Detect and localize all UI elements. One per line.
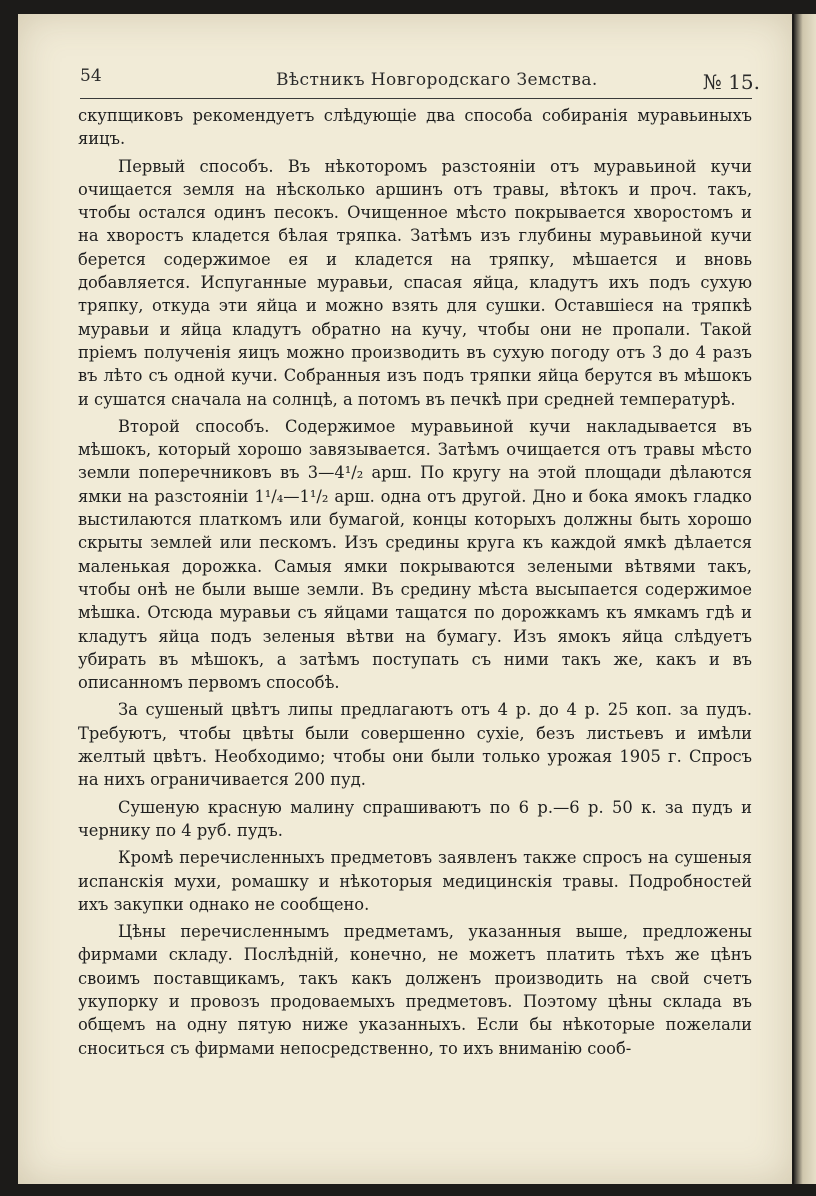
paragraph-other-demand: Кромѣ перечисленныхъ предметовъ заявленъ также спросъ на сушеныя испанскія мухи, ромашку и нѣкоторыя медицинскія травы. Подробностей ихъ закупки однако не сообщено. (78, 848, 752, 914)
running-header (80, 62, 760, 96)
article-body (78, 104, 752, 1060)
scan-border-left (0, 0, 18, 1196)
paragraph-linden-prices: За сушеный цвѣтъ липы предлагаютъ отъ 4 р. до 4 р. 25 коп. за пудъ. Требуютъ, чтобы цвѣты были совершенно сухіе, безъ листьевъ и имѣли желтый цвѣтъ. Необходимо; чтобы они были только урожая 1905 г. Спросъ на нихъ ограничивается 200 пуд. (78, 700, 752, 790)
paragraph-warehouse-prices: Цѣны перечисленнымъ предметамъ, указанныя выше, предложены фирмами складу. Послѣдній, конечно, не можетъ платить тѣхъ же цѣнъ своимъ поставщикамъ, такъ какъ долженъ производить на свой счетъ укупорку и провозъ продоваемыхъ предметовъ. Поэтому цѣны склада въ общемъ на одну пятую ниже указанныхъ. Если бы нѣкоторые пожелали сноситься съ фирмами непосредственно, то ихъ вниманію сооб- (78, 922, 752, 1058)
next-page-edge (794, 14, 816, 1184)
page-number: 54 (80, 66, 102, 86)
paragraph-first-method: Первый способъ. Въ нѣкоторомъ разстояніи отъ муравьиной кучи очищается земля на нѣсколько аршинъ отъ травы, вѣтокъ и проч. такъ, чтобы остался одинъ песокъ. Очищенное мѣсто покрывается хворостомъ и на хворостъ кладется бѣлая тряпка. Затѣмъ изъ глубины муравьиной кучи берется содержимое ея и кладется на тряпку, мѣшается и вновь добавляется. Испуганные муравьи, спасая яйца, кладутъ ихъ подъ сухую тряпку, откуда эти яйца и можно взять для сушки. Оставшіеся на тряпкѣ муравьи и яйца кладутъ обратно на кучу, чтобы они не пропали. Такой пріемъ полученія яицъ можно производить въ сухую погоду отъ 3 до 4 разъ въ лѣто съ одной кучи. Собранныя изъ подъ тряпки яйца берутся въ мѣшокъ и сушатся сначала на солнцѣ, а потомъ въ печкѣ при средней температурѣ. (78, 156, 752, 409)
paragraph-raspberry-prices: Сушеную красную малину спрашиваютъ по 6 р.—6 р. 50 к. за пудъ и чернику по 4 руб. пудъ. (78, 797, 752, 840)
running-title: Вѣстникъ Новгородскаго Земства. (276, 70, 598, 90)
header-rule (80, 98, 752, 99)
paragraph-continuation: скупщиковъ рекомендуетъ слѣдующіе два способа собиранія муравьиныхъ яицъ. (78, 106, 752, 149)
paragraph-second-method: Второй способъ. Содержимое муравьиной кучи накладывается въ мѣшокъ, который хорошо завязывается. Затѣмъ очищается отъ травы мѣсто земли поперечниковъ въ 3—4¹/₂ арш. По кругу на этой площади дѣлаются ямки на разстояніи 1¹/₄—1¹/₂ арш. одна отъ другой. Дно и бока ямокъ гладко выстилаются платкомъ или бумагой, концы которыхъ должны быть хорошо скрыты землей или пескомъ. Изъ средины круга къ каждой ямкѣ дѣлается маленькая дорожка. Самыя ямки покрываются зелеными вѣтвями такъ, чтобы онѣ не были выше земли. Въ средину мѣста высыпается содержимое мѣшка. Отсюда муравьи съ яйцами тащатся по дорожкамъ къ ямкамъ гдѣ и кладутъ яйца подъ зеленыя вѣтви на бумагу. Изъ ямокъ яйца слѣдуетъ убирать въ мѣшокъ, а затѣмъ поступать съ ними такъ же, какъ и въ описанномъ первомъ способѣ. (78, 416, 752, 693)
issue-number: № 15. (702, 70, 760, 94)
